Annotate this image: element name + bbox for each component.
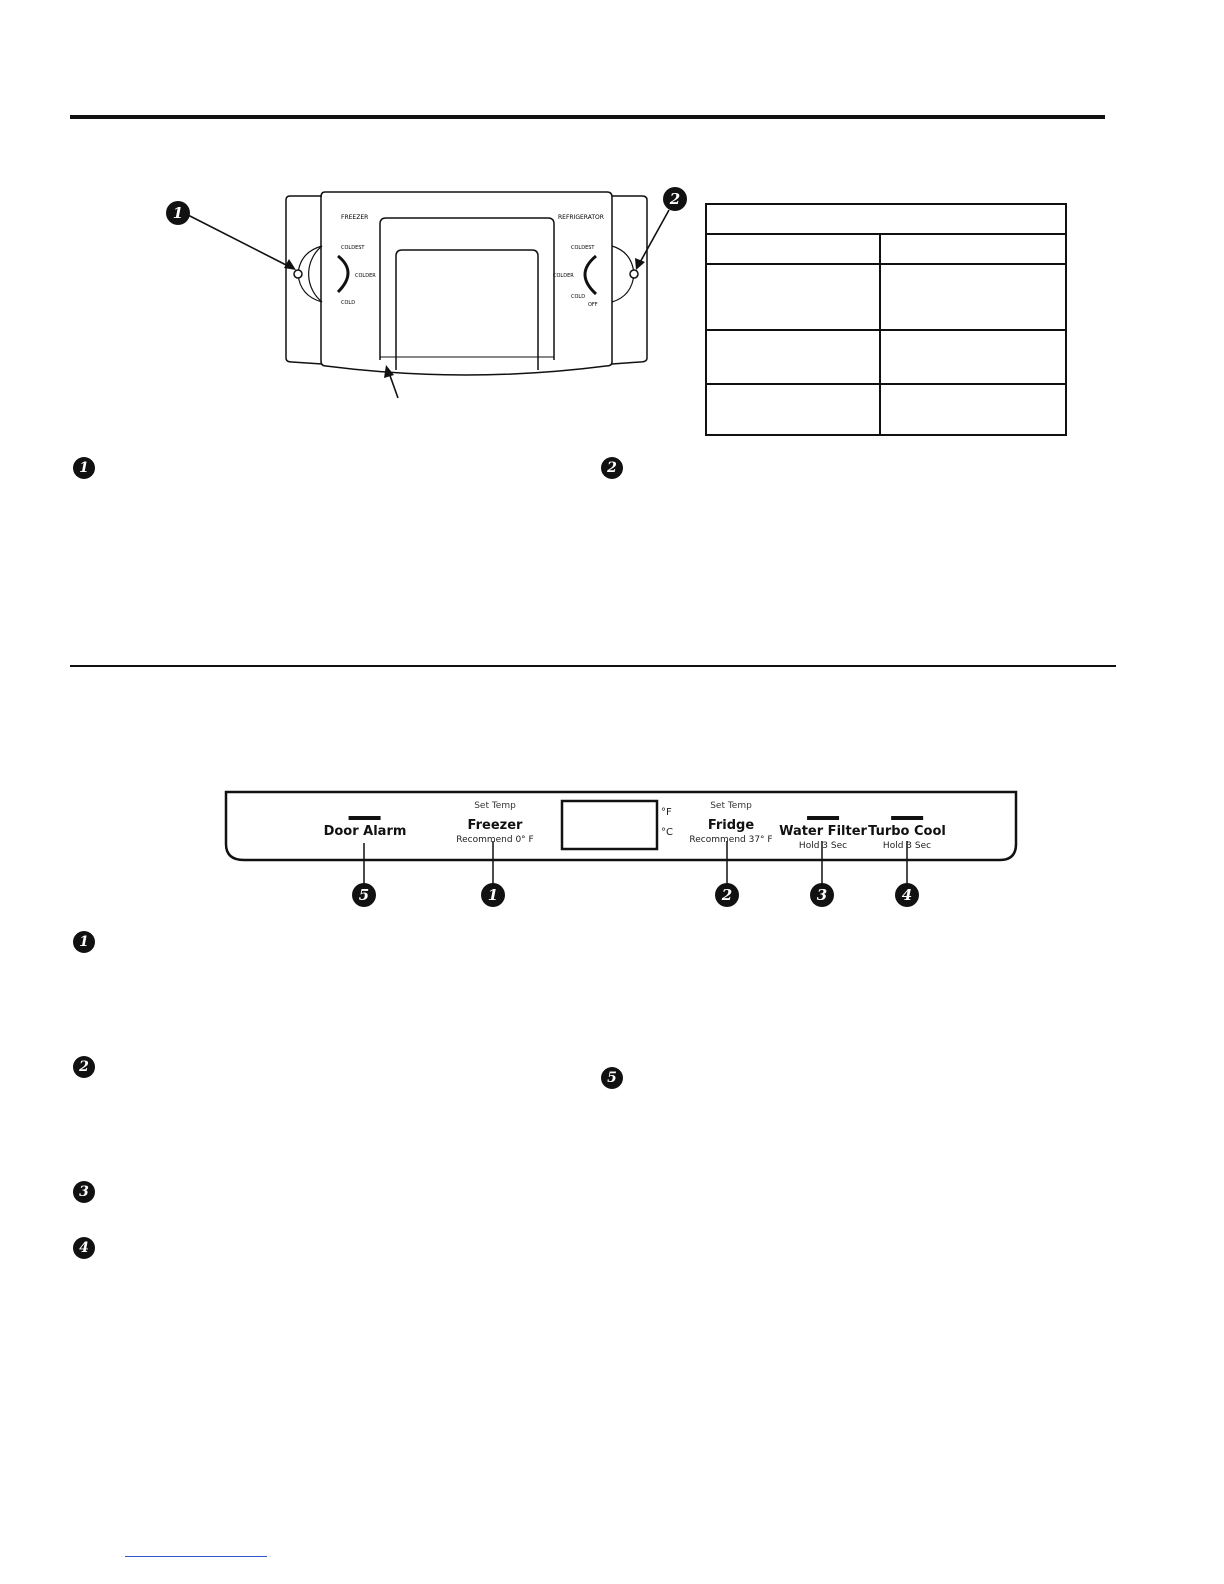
refrigerator-label: REFRIGERATOR <box>558 214 604 221</box>
panel-section-number-1: 1 <box>73 931 95 953</box>
panel-section-number-2: 2 <box>73 1056 95 1078</box>
refrigerator-cold-label: COLD <box>571 294 586 300</box>
fridge-label: Fridge <box>707 818 755 833</box>
celsius-indicator: °C <box>661 827 673 838</box>
middle-section-rule <box>70 665 1116 667</box>
dial-section-number-2: 2 <box>601 457 623 479</box>
freezer-set-temp-label: Set Temp <box>474 801 516 811</box>
panel-section-number-3: 3 <box>73 1181 95 1203</box>
freezer-colder-label: COLDER <box>355 273 376 279</box>
water-filter-indicator <box>807 816 839 820</box>
fridge-set-temp-label: Set Temp <box>710 801 752 811</box>
water-filter-label: Water Filter <box>779 824 867 839</box>
water-filter-button[interactable] <box>779 800 867 852</box>
fridge-set-temp-button[interactable] <box>689 800 772 846</box>
turbo-cool-button[interactable] <box>868 800 946 852</box>
freezer-cold-label: COLD <box>341 300 356 306</box>
panel-callout-5: 5 <box>352 883 376 907</box>
freezer-recommend-label: Recommend 0° F <box>456 835 534 845</box>
turbo-cool-hold-label: Hold 3 Sec <box>882 841 932 851</box>
refrigerator-colder-label: COLDER <box>553 273 574 279</box>
table-column-header-row <box>707 235 1065 265</box>
turbo-cool-indicator <box>891 816 923 820</box>
refrigerator-off-label: OFF <box>588 302 598 308</box>
table-header-row <box>707 205 1065 235</box>
settings-table <box>705 203 1067 436</box>
freezer-set-temp-button[interactable] <box>456 800 533 846</box>
dial-callout-1: 1 <box>166 201 190 225</box>
door-alarm-label: Door Alarm <box>323 824 407 839</box>
water-filter-hold-label: Hold 3 Sec <box>798 841 848 851</box>
panel-callout-4: 4 <box>895 883 919 907</box>
freezer-coldest-label: COLDEST <box>341 245 365 251</box>
door-alarm-indicator <box>349 816 381 820</box>
footer-link[interactable] <box>125 1556 267 1557</box>
panel-callout-2: 2 <box>715 883 739 907</box>
refrigerator-coldest-label: COLDEST <box>571 245 595 251</box>
panel-section-number-4: 4 <box>73 1237 95 1259</box>
door-alarm-button[interactable] <box>324 800 407 840</box>
panel-section-number-5: 5 <box>601 1067 623 1089</box>
dial-callout-2: 2 <box>663 187 687 211</box>
fridge-recommend-label: Recommend 37° F <box>689 835 773 845</box>
table-column-divider <box>879 235 881 436</box>
table-row <box>707 331 1065 385</box>
temperature-display <box>562 801 657 849</box>
fahrenheit-indicator: °F <box>661 807 672 818</box>
table-row <box>707 265 1065 331</box>
freezer-label: FREEZER <box>341 214 369 221</box>
panel-callout-3: 3 <box>810 883 834 907</box>
freezer-label: Freezer <box>467 818 523 833</box>
turbo-cool-label: Turbo Cool <box>868 824 946 839</box>
panel-callout-1: 1 <box>481 883 505 907</box>
dial-section-number-1: 1 <box>73 457 95 479</box>
